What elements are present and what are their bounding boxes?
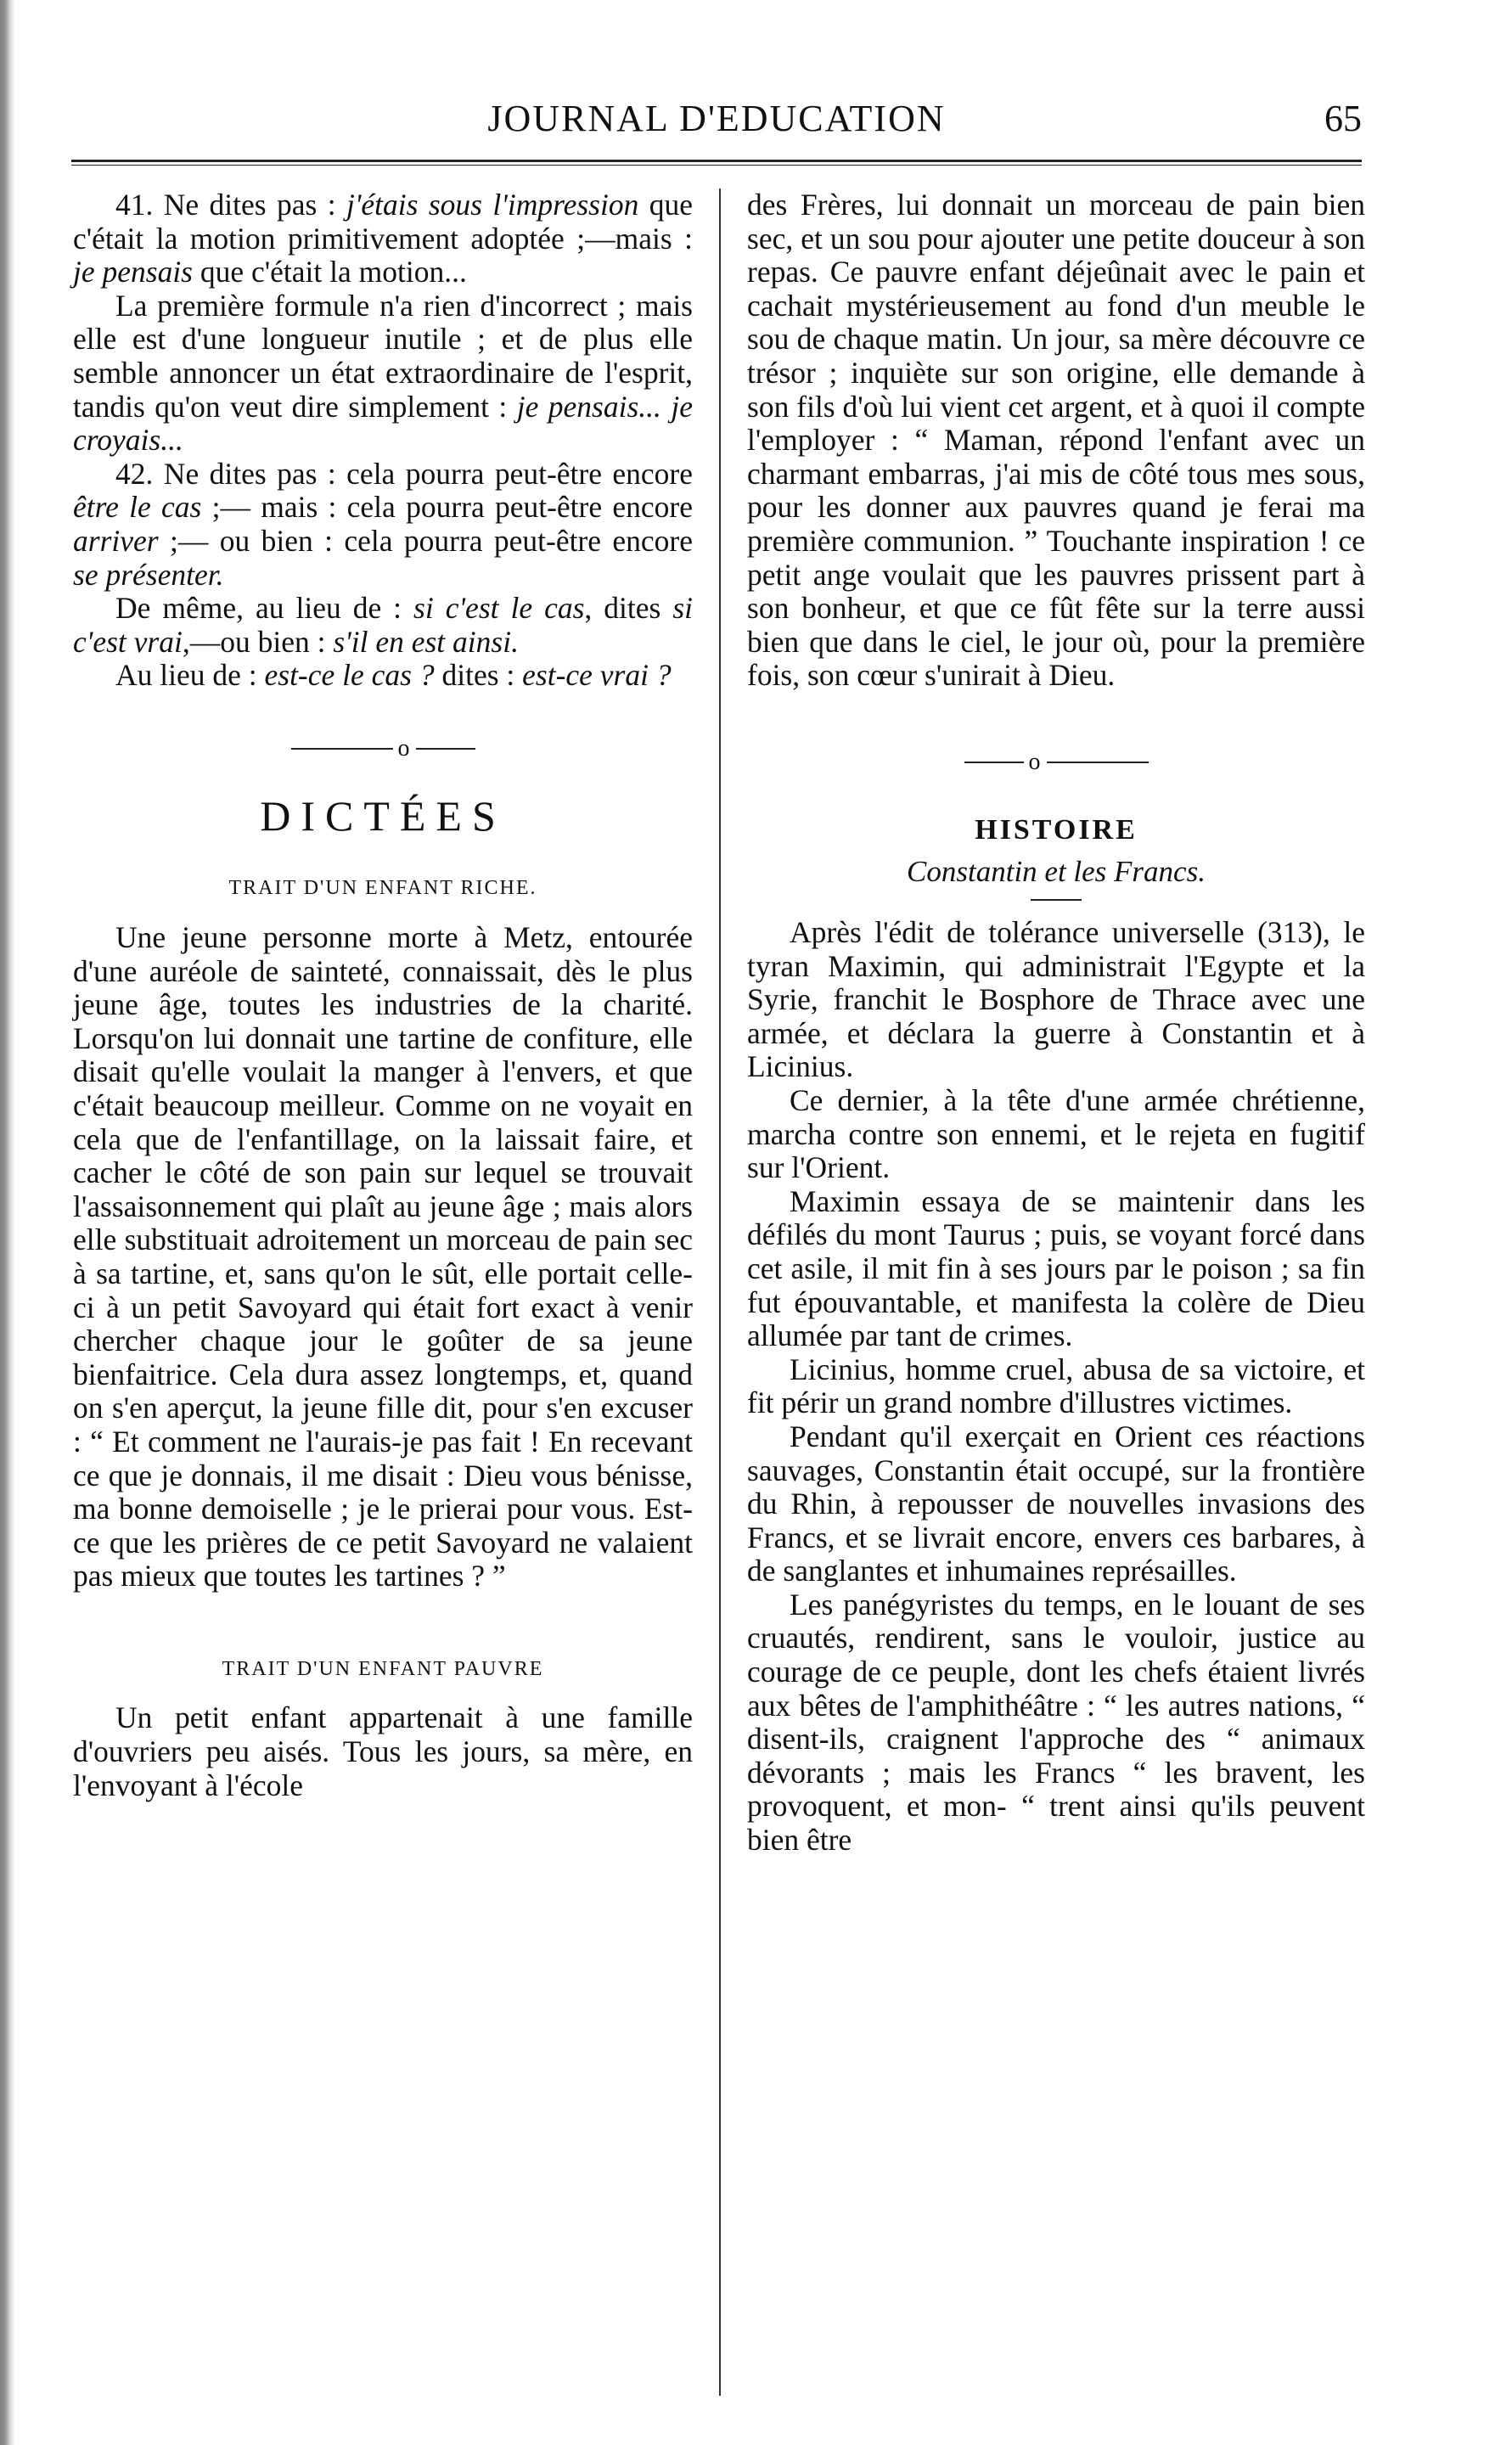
header-double-rule [71, 160, 1362, 166]
journal-title: JOURNAL D'EDUCATION [487, 98, 946, 139]
article-subtitle: Constantin et les Francs. [907, 855, 1206, 889]
section-separator: o [73, 730, 693, 766]
paragraph-42: 42. Ne dites pas : cela pourra peut-être encore être le cas ;— mais : cela pourra peut-être encore arriver ;— ou bien : cela pourra peut-être encore se présenter. [73, 456, 693, 592]
story-text-enfant-riche: Une jeune personne morte à Metz, entourée d'une auréole de sainteté, connaissait, dès le plus jeune âge, toutes les industries de la charité. Lorsqu'on lui donnait une tartine de confiture, elle disait qu'elle voulait la manger à l'envers, et que c'était beaucoup meilleur. Comme on ne voyait en cela que de l'enfantillage, on la laissait faire, et cacher le côté de son pain sur lequel se trouvait l'assaisonnement qui plaît au jeune âge ; mais alors elle substituait adroitement un morceau de pain sec à sa tartine, et, sans qu'on le sût, elle portait celle-ci à un petit Savoyard qui était fort exact à venir chercher chaque jour le goûter de sa jeune bienfaitrice. Cela dura assez longtemps, et, quand on s'en aperçut, la jeune fille dit, pour s'en excuser : “ Et comment ne l'aurais-je pas fait ! En recevant ce que je donnais, il me disait : Dieu vous bénisse, ma bonne demoiselle ; je le prierai pour vous. Est-ce que les prières de ce petit Savoyard ne valaient pas mieux que toutes les tartines ? ” [73, 920, 693, 1593]
history-paragraph-2: Ce dernier, à la tête d'une armée chrétienne, marcha contre son ennemi, et le rejeta en fugitif sur l'Orient. [747, 1082, 1365, 1185]
left-column [73, 188, 693, 1802]
history-paragraph-3: Maximin essaya de se maintenir dans les défilés du mont Taurus ; puis, se voyant forcé dans cet asile, il mit fin à ses jours par le poison ; sa fin fut épouvantable, et manifesta la colère de Dieu allumée par tant de crimes. [747, 1183, 1365, 1353]
history-paragraph-1: Après l'édit de tolérance universelle (313), le tyran Maximin, qui administrait l'Egypte et la Syrie, franchit le Bosphore de Thrace avec une armée, et déclara la guerre à Constantin et à Licinius. [747, 915, 1365, 1084]
section-title-histoire: HISTOIRE [975, 813, 1138, 846]
page-number: 65 [1324, 98, 1362, 139]
paragraph-41: 41. Ne dites pas : j'étais sous l'impression que c'était la motion primitivement adoptée ;—mais : je pensais que c'était la motion... [73, 188, 693, 289]
history-paragraph-5: Pendant qu'il exerçait en Orient ces réactions sauvages, Constantin était occupé, sur la frontière du Rhin, à repousser de nouvelles invasions des Francs, et se livrait encore, envers ces barbares, à de sanglantes et inhumaines représailles. [747, 1419, 1365, 1588]
section-separator-right: o [747, 744, 1365, 779]
history-paragraph-4: Licinius, homme cruel, abusa de sa victoire, et fit périr un grand nombre d'illustres victimes. [747, 1352, 1365, 1420]
column-divider [719, 188, 721, 2396]
subtitle-rule [1031, 899, 1082, 901]
story-text-enfant-pauvre: Un petit enfant appartenait à une famille d'ouvriers peu aisés. Tous les jours, sa mère, en l'envoyant à l'école [73, 1700, 693, 1802]
history-paragraph-6: Les panégyristes du temps, en le louant de ses cruautés, rendirent, sans le vouloir, justice au courage de ce peuple, dont les chefs étaient livrés aux bêtes de l'amphithéâtre : “ les autres nations, “ disent-ils, craignent l'approche des “ animaux dévorants ; mais les Francs “ les bravent, les provoquent, et mon- “ trent ainsi qu'ils peuvent bien être [747, 1587, 1365, 1858]
story-heading-enfant-pauvre: TRAIT D'UN ENFANT PAUVRE [222, 1657, 544, 1680]
paragraph-au-lieu-de: Au lieu de : est-ce le cas ? dites : est-ce vrai ? [115, 658, 672, 693]
story-heading-enfant-riche: TRAIT D'UN ENFANT RICHE. [228, 877, 537, 900]
running-header [71, 93, 1362, 144]
scan-edge-shadow [0, 0, 15, 2445]
paragraph-41-explanation: La première formule n'a rien d'incorrect ; mais elle est d'une longueur inutile ; et de plus elle semble annoncer un état extraordinaire de l'esprit, tandis qu'on veut dire simplement : je pensais... je croyais... [73, 288, 693, 458]
paragraph-de-meme: De même, au lieu de : si c'est le cas, dites si c'est vrai,—ou bien : s'il en est ainsi. [73, 591, 694, 659]
right-column [747, 188, 1365, 1858]
story-text-enfant-pauvre-continued: des Frères, lui donnait un morceau de pain bien sec, et un sou pour ajouter une petite douceur à son repas. Ce pauvre enfant déjeûnait avec le pain et cachait mystérieusement au fond d'un meuble le sou de chaque matin. Un jour, sa mère découvre ce trésor ; inquiète sur son origine, elle demande à son fils d'où lui vient cet argent, et à quoi il compte l'employer : “ Maman, répond l'enfant avec un charmant embarras, j'ai mis de côté tous mes sous, pour les donner aux pauvres quand je ferai ma première communion. ” Touchante inspiration ! ce petit ange voulait que les pauvres prissent part à son bonheur, et que ce fût fête sur la terre aussi bien que dans le ciel, le jour où, pour la première fois, son cœur s'unirait à Dieu. [747, 188, 1365, 693]
section-title-dictees: DICTÉES [260, 791, 506, 840]
